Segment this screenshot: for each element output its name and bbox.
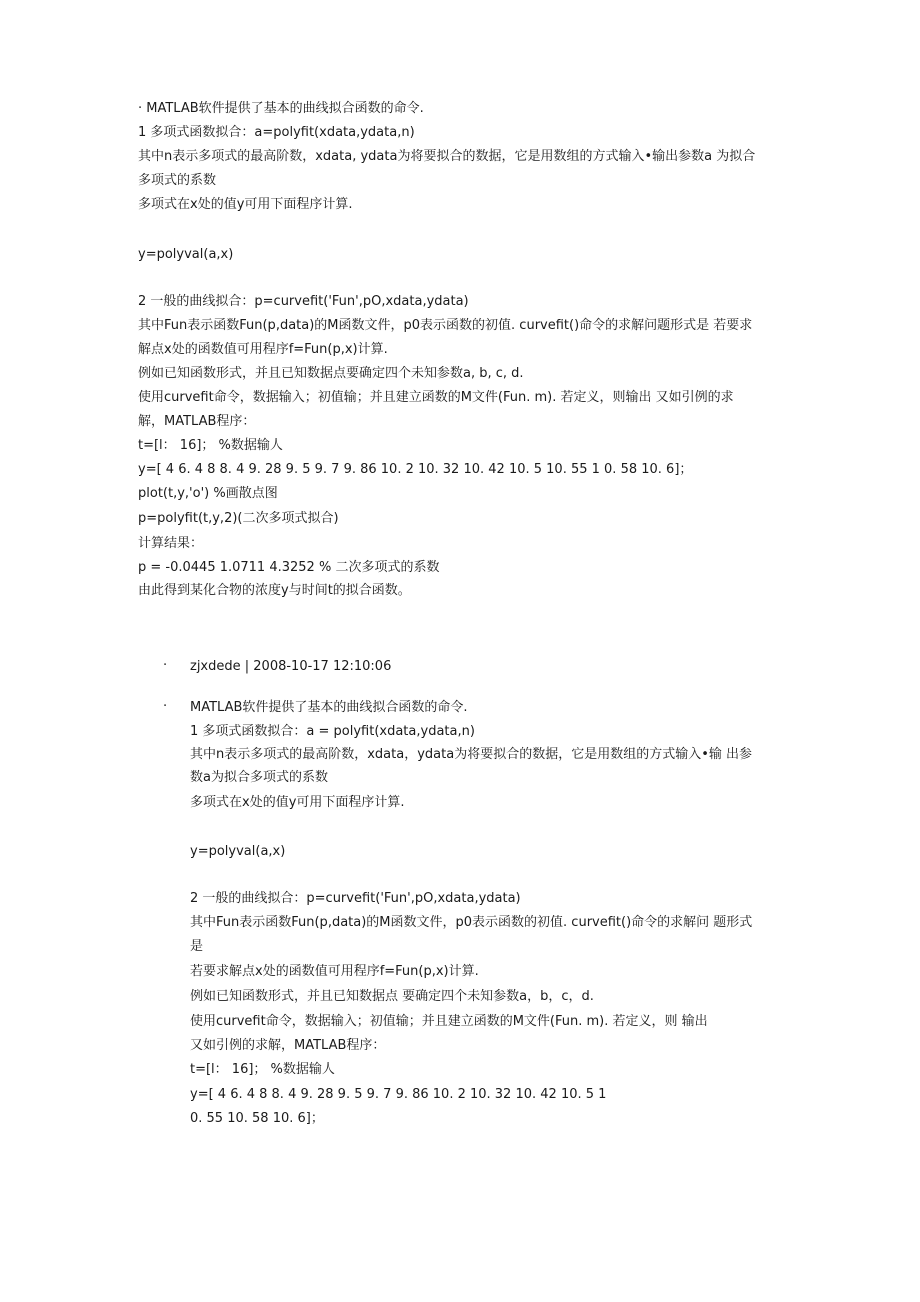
s1-line-curvefit-heading: 2 一般的曲线拟合：p=curvefit('Fun',pO,xdata,ydata) — [138, 294, 469, 309]
s1-line-curvefit-desc: 其中Fun表示函数Fun(p,data)的M函数文件，p0表示函数的初值. curvefit()命令的求解问题形式是 若要求 — [138, 318, 753, 333]
s1-line-usage: 使用curvefit命令，数据输入；初值输；并且建立函数的M文件(Fun. m). 若定义，则输出 又如引例的求 — [138, 390, 734, 405]
s1-line-polyval-desc: 多项式在x处的值y可用下面程序计算. — [138, 197, 353, 212]
s2-line-polyval-code: y=polyval(a,x) — [190, 844, 286, 859]
s1-line-polyval-code: y=polyval(a,x) — [138, 247, 234, 262]
s2-line-polyfit-desc: 其中n表示多项式的最高阶数，xdata，ydata为将要拟合的数据，它是用数组的方式输入•输 出参 — [190, 747, 752, 762]
s2-line-code-y-cont: 0. 55 10. 58 10. 6]； — [190, 1111, 324, 1126]
s2-line-curvefit-desc-cont: 是 — [190, 939, 204, 954]
s2-line-example: 例如已知函数形式，并且已知数据点 要确定四个未知参数a，b，c，d. — [190, 989, 594, 1004]
s2-line-curvefit-desc: 其中Fun表示函数Fun(p,data)的M函数文件，p0表示函数的初值. curvefit()命令的求解问 题形式 — [190, 915, 753, 930]
s1-line-result-values: p = -0.0445 1.0711 4.3252 % 二次多项式的系数 — [138, 560, 440, 575]
s1-line-intro: · MATLAB软件提供了基本的曲线拟合函数的命令. — [138, 101, 424, 116]
s2-line-usage: 使用curvefit命令，数据输入；初值输；并且建立函数的M文件(Fun. m). 若定义，则 输出 — [190, 1014, 708, 1029]
s2-line-intro: MATLAB软件提供了基本的曲线拟合函数的命令. — [190, 700, 468, 715]
s1-line-curvefit-desc-cont: 解点x处的函数值可用程序f=Fun(p,x)计算. — [138, 342, 388, 357]
bullet-content: · — [163, 699, 168, 714]
s2-line-usage-cont: 又如引例的求解，MATLAB程序： — [190, 1038, 386, 1053]
s1-line-code-polyfit: p=polyfit(t,y,2)(二次多项式拟合) — [138, 511, 339, 526]
s2-line-curvefit-heading: 2 一般的曲线拟合：p=curvefit('Fun',pO,xdata,ydata) — [190, 891, 521, 906]
s2-line-code-y: y=[ 4 6. 4 8 8. 4 9. 28 9. 5 9. 7 9. 86 10. 2 10. 32 10. 42 10. 5 1 — [190, 1087, 607, 1102]
s1-line-conclusion: 由此得到某化合物的浓度y与时间t的拟合函数。 — [138, 583, 411, 598]
s1-line-polyfit-desc: 其中n表示多项式的最高阶数，xdata, ydata为将要拟合的数据，它是用数组的方式输入•输出参数a 为拟合 — [138, 149, 756, 164]
s1-line-code-plot: plot(t,y,'o') %画散点图 — [138, 486, 278, 501]
s1-line-example: 例如已知函数形式，并且已知数据点要确定四个未知参数a, b, c, d. — [138, 366, 524, 381]
s1-line-usage-cont: 解，MATLAB程序： — [138, 414, 256, 429]
s2-line-polyfit-heading: 1 多项式函数拟合：a = polyfit(xdata,ydata,n) — [190, 724, 475, 739]
s2-line-code-t: t=[l： 16]； %数据输人 — [190, 1062, 335, 1077]
s2-line-eval-desc: 若要求解点x处的函数值可用程序f=Fun(p,x)计算. — [190, 964, 479, 979]
s1-line-polyfit-desc-cont: 多项式的系数 — [138, 173, 217, 188]
s1-line-result-label: 计算结果： — [138, 536, 204, 551]
s1-line-polyfit-heading: 1 多项式函数拟合：a=polyfit(xdata,ydata,n) — [138, 125, 415, 140]
s2-line-polyfit-desc-cont: 数a为拟合多项式的系数 — [190, 770, 328, 785]
bullet-meta: · — [163, 658, 168, 673]
s2-line-polyval-desc: 多项式在x处的值y可用下面程序计算. — [190, 795, 405, 810]
s1-line-code-t: t=[l： 16]； %数据输人 — [138, 438, 283, 453]
s1-line-code-y: y=[ 4 6. 4 8 8. 4 9. 28 9. 5 9. 7 9. 86 10. 2 10. 32 10. 42 10. 5 10. 55 1 0. 58 10. 6]； — [138, 462, 693, 477]
post-meta: zjxdede | 2008-10-17 12:10:06 — [190, 659, 392, 674]
